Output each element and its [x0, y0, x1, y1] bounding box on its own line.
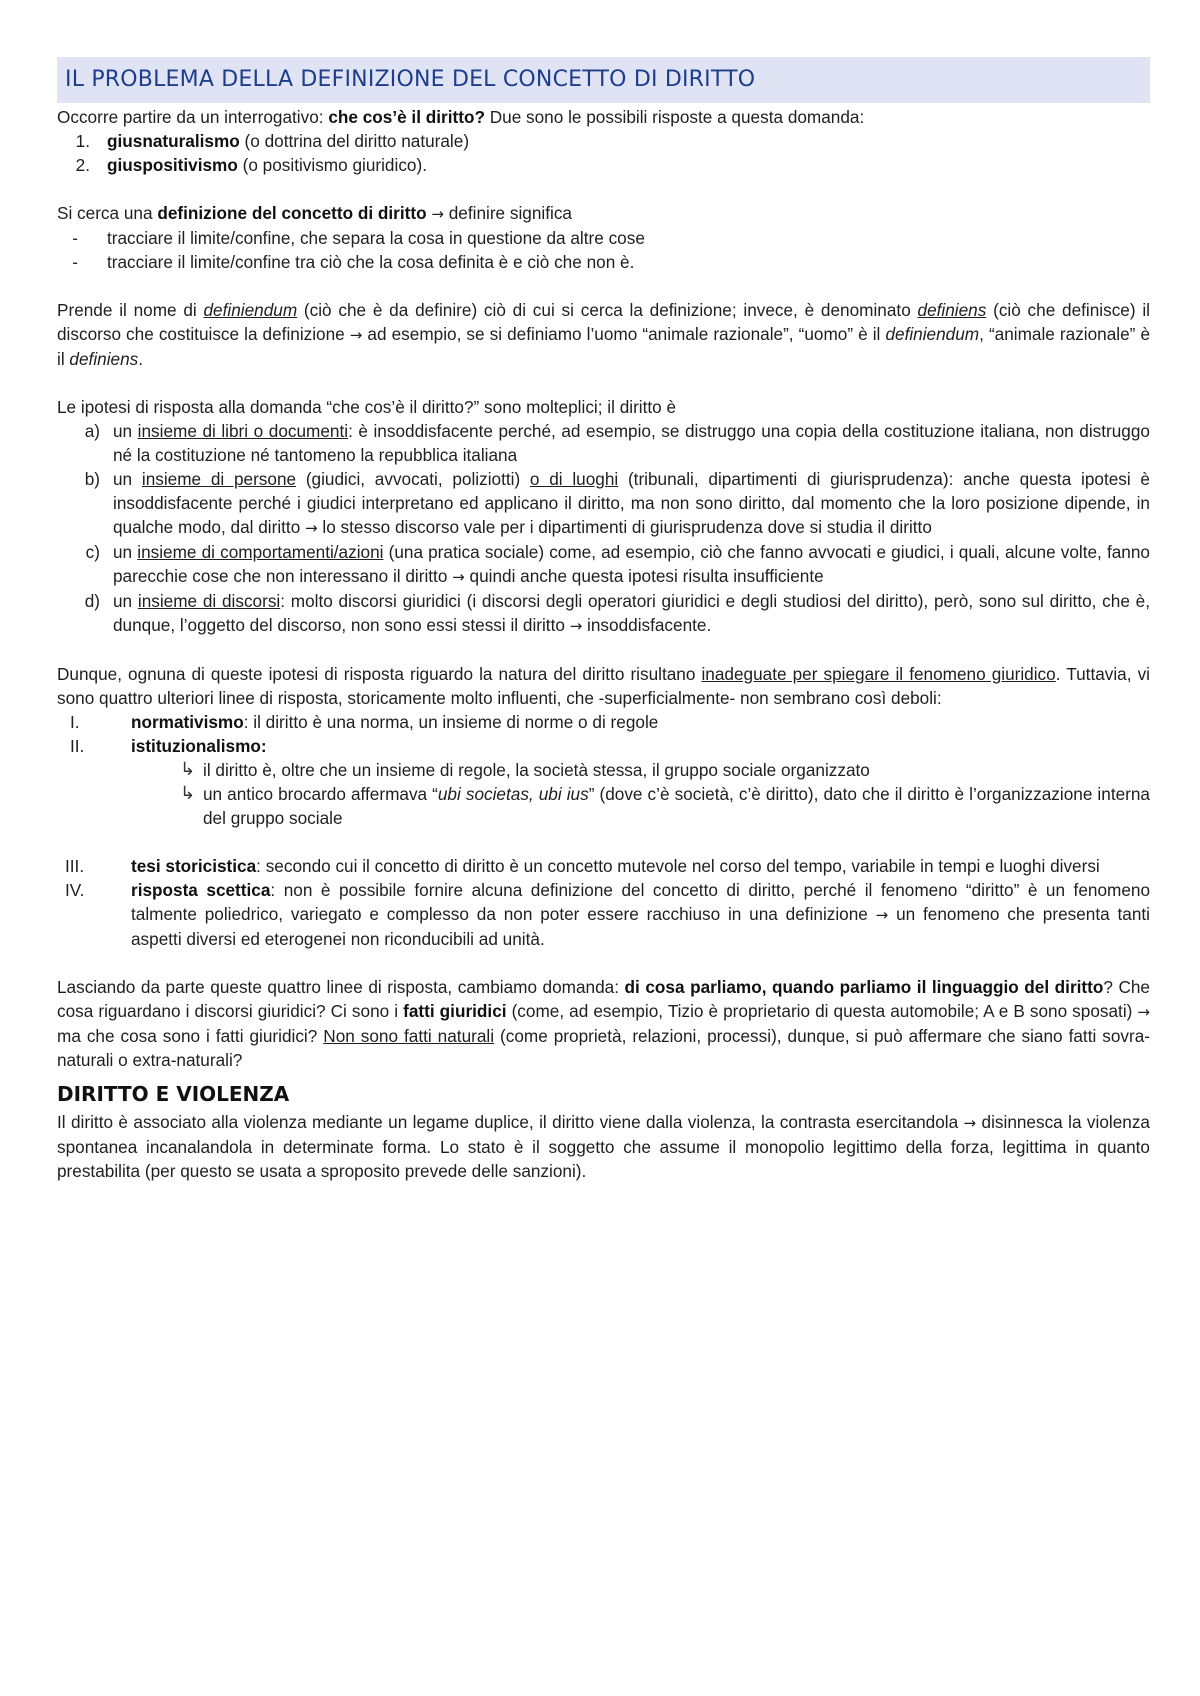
- arrow-icon: →: [452, 568, 465, 586]
- list-item: d) un insieme di discorsi: molto discorsi giuridici (i discorsi degli operatori giuridici e degli studiosi del diritto), però, sono sul diritto, che è, dunque, l’oggetto del discorso, non sono essi stessi il diritto → insoddisfacente.: [84, 591, 1150, 635]
- arrow-icon: →: [569, 617, 583, 635]
- list-item: IV. risposta scettica: non è possibile fornire alcuna definizione del concetto di diritto, perché il fenomeno “diritto” è un fenomeno talmente poliedrico, variegato e complesso da non poter essere racchiuso in una definizione → un fenomeno che presenta tanti aspetti diversi ed eterogenei non riconducibili ad unità.: [65, 880, 1151, 949]
- intro-question: che cos’è il diritto?: [328, 107, 485, 127]
- arrow-return-icon: ↳: [180, 783, 196, 804]
- arrow-icon: →: [963, 1114, 977, 1132]
- hypotheses-list: [57, 419, 1150, 638]
- sub-item: ↳ un antico brocardo affermava “ubi societas, ubi ius” (dove c’è società, c’è diritto), dato che il diritto è l’organizzazione interna del gruppo sociale: [57, 782, 1150, 830]
- sub-item: ↳ il diritto è, oltre che un insieme di regole, la società stessa, il gruppo sociale organizzato: [57, 758, 1150, 782]
- list-item: II. istituzionalismo:: [70, 736, 267, 756]
- definition-intro: Si cerca una definizione del concetto di diritto → definire significa: [57, 203, 572, 223]
- list-item: - tracciare il limite/confine, che separa la cosa in questione da altre cose: [72, 228, 645, 248]
- dunque-paragraph: Dunque, ognuna di queste ipotesi di risposta riguardo la natura del diritto risultano inadeguate per spiegare il fenomeno giuridico. Tuttavia, vi sono quattro ulteriori linee di risposta, storicamente molto influenti, che -superficialmente- non sembrano così deboli:: [57, 664, 1150, 708]
- lasciando-paragraph: Lasciando da parte queste quattro linee di risposta, cambiamo domanda: di cosa parliamo, quando parliamo il linguaggio del diritto? Che cosa riguardano i discorsi giuridici? Ci sono i fatti giuridici (come, ad esempio, Tizio è proprietario di questa automobile; A e B sono sposati) → ma che cosa sono i fatti giuridici? Non sono fatti naturali (come proprietà, relazioni, processi), dunque, si può affermare che siano fatti sovra-naturali o extra-naturali?: [57, 977, 1150, 1070]
- list-item: - tracciare il limite/confine tra ciò che la cosa definita è e ciò che non è.: [72, 252, 635, 272]
- arrow-icon: →: [875, 906, 889, 924]
- list-item: a) un insieme di libri o documenti: è insoddisfacente perché, ad esempio, se distruggo una copia della costituzione italiana, non distruggo né la costituzione né tantomeno la repubblica italiana: [84, 421, 1150, 465]
- list-item: I. normativismo: il diritto è una norma, un insieme di norme o di regole: [70, 712, 659, 732]
- arrow-return-icon: ↳: [180, 759, 196, 780]
- violenza-paragraph: Il diritto è associato alla violenza mediante un legame duplice, il diritto viene dalla violenza, la contrasta esercitandola → disinnesca la violenza spontanea incanalandola in determinate forma. Lo stato è il soggetto che assume il monopolio legittimo della forza, legittima in quanto prestabilita (per questo se usata a sproposito prevede delle sanzioni).: [57, 1112, 1150, 1181]
- arrow-icon: →: [1137, 1003, 1150, 1021]
- list-item: III. tesi storicistica: secondo cui il concetto di diritto è un concetto mutevole nel corso del tempo, variabile in tempi e luoghi diversi: [65, 856, 1100, 876]
- title-bar: [57, 57, 1150, 103]
- section-heading: DIRITTO E VIOLENZA: [57, 1082, 290, 1106]
- arrow-icon: →: [431, 205, 444, 223]
- list-item: 1. giusnaturalismo (o dottrina del diritto naturale): [75, 131, 470, 151]
- list-item: b) un insieme di persone (giudici, avvocati, poliziotti) o di luoghi (tribunali, dipartimenti di giurisprudenza): anche questa ipotesi è insoddisfacente perché i giudici interpretano ed applicano il diritto, ma non sono diritto, dal momento che la loro posizione dipende, in qualche modo, dal diritto → lo stesso discorso vale per i dipartimenti di giurisprudenza dove si studia il diritto: [84, 469, 1150, 537]
- arrow-icon: →: [349, 326, 363, 344]
- intro-paragraph: Occorre partire da un interrogativo: che cos’è il diritto? Due sono le possibili risposte a questa domanda:: [57, 107, 865, 127]
- page-title: IL PROBLEMA DELLA DEFINIZIONE DEL CONCETTO DI DIRITTO: [65, 67, 756, 92]
- answers-list: [57, 129, 1150, 177]
- arrow-icon: →: [305, 519, 318, 537]
- list-item: 2. giuspositivismo (o positivismo giuridico).: [75, 155, 427, 175]
- definiendum-paragraph: Prende il nome di definiendum (ciò che è da definire) ciò di cui si cerca la definizione; invece, è denominato definiens (ciò che definisce) il discorso che costituisce la definizione → ad esempio, se si definiamo l’uomo “animale razionale”, “uomo” è il definiendum, “animale razionale” è il definiens.: [57, 300, 1151, 369]
- definition-list: [57, 226, 1150, 274]
- list-item: c) un insieme di comportamenti/azioni (una pratica sociale) come, ad esempio, ciò che fanno avvocati e giudici, i quali, alcune volte, fanno parecchie cose che non interessano il diritto → quindi anche questa ipotesi risulta insufficiente: [85, 542, 1150, 586]
- theories-list: [57, 710, 1150, 951]
- hypotheses-intro: Le ipotesi di risposta alla domanda “che cos’è il diritto?” sono molteplici; il diritto è: [57, 397, 677, 417]
